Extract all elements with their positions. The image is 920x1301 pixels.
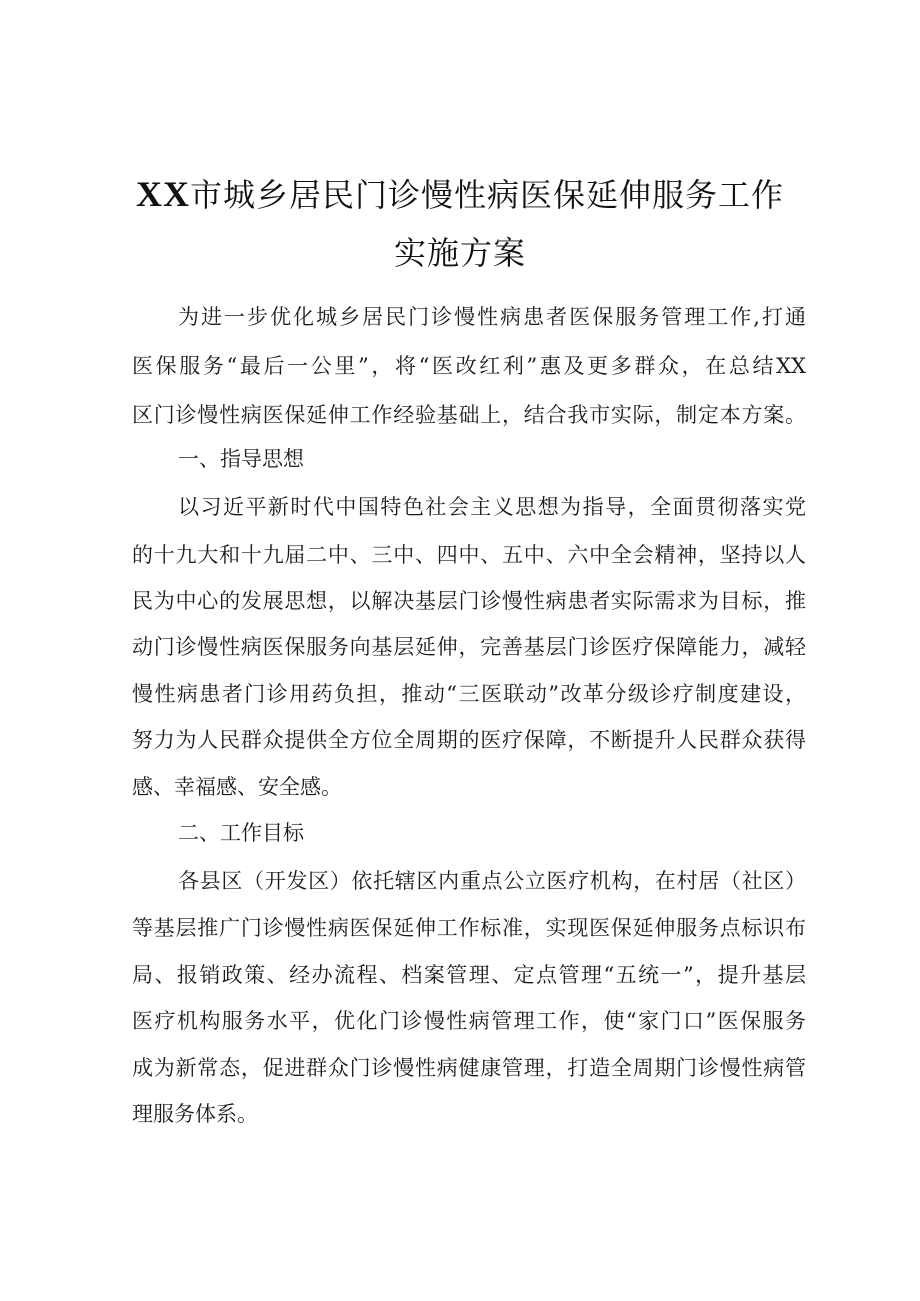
- intro-line: 为进一步优化城乡居民门诊慢性病患者医保服务管理工作,打通: [178, 305, 806, 329]
- section2-line: 医疗机构服务水平，优化门诊慢性病管理工作，使“家门口”医保服务: [132, 1009, 806, 1033]
- section1-line: 民为中心的发展思想，以解决基层门诊慢性病患者实际需求为目标，推: [132, 589, 806, 613]
- section2-line: 局、报销政策、经办流程、档案管理、定点管理“五统一”，提升基层: [132, 963, 806, 987]
- section2-line: 成为新常态，促进群众门诊慢性病健康管理，打造全周期门诊慢性病管: [132, 1056, 806, 1080]
- section-heading-1: 一、指导思想: [178, 447, 304, 471]
- section2-line: 理服务体系。: [132, 1102, 258, 1126]
- document-title-line-2: 实施方案: [393, 234, 526, 272]
- document-title-line-1: [110, 164, 810, 225]
- intro-line: 区门诊慢性病医保延伸工作经验基础上，结合我市实际，制定本方案。: [132, 403, 806, 427]
- title-line-1-text: 市城乡居民门诊慢性病医保延伸服务工作: [189, 176, 784, 214]
- section1-line: 感、幸福感、安全感。: [132, 775, 342, 799]
- section2-line: 等基层推广门诊慢性病医保延伸工作标准，实现医保延伸服务点标识布: [132, 916, 806, 940]
- section-heading-2: 二、工作目标: [178, 821, 304, 845]
- title-prefix: XX: [135, 174, 190, 214]
- section1-line: 的十九大和十九届二中、三中、四中、五中、六中全会精神，坚持以人: [132, 543, 806, 567]
- section1-line: 动门诊慢性病医保服务向基层延伸，完善基层门诊医疗保障能力，减轻: [132, 635, 806, 659]
- section2-line: 各县区（开发区）依托辖区内重点公立医疗机构，在村居（社区）: [178, 869, 806, 893]
- section1-line: 以习近平新时代中国特色社会主义思想为指导，全面贯彻落实党: [178, 495, 806, 519]
- section1-line: 努力为人民群众提供全方位全周期的医疗保障，不断提升人民群众获得: [132, 728, 806, 752]
- section1-line: 慢性病患者门诊用药负担，推动“三医联动”改革分级诊疗制度建设，: [132, 682, 806, 706]
- intro-line: 医保服务“最后一公里”，将“医改红利”惠及更多群众，在总结XX: [132, 354, 806, 378]
